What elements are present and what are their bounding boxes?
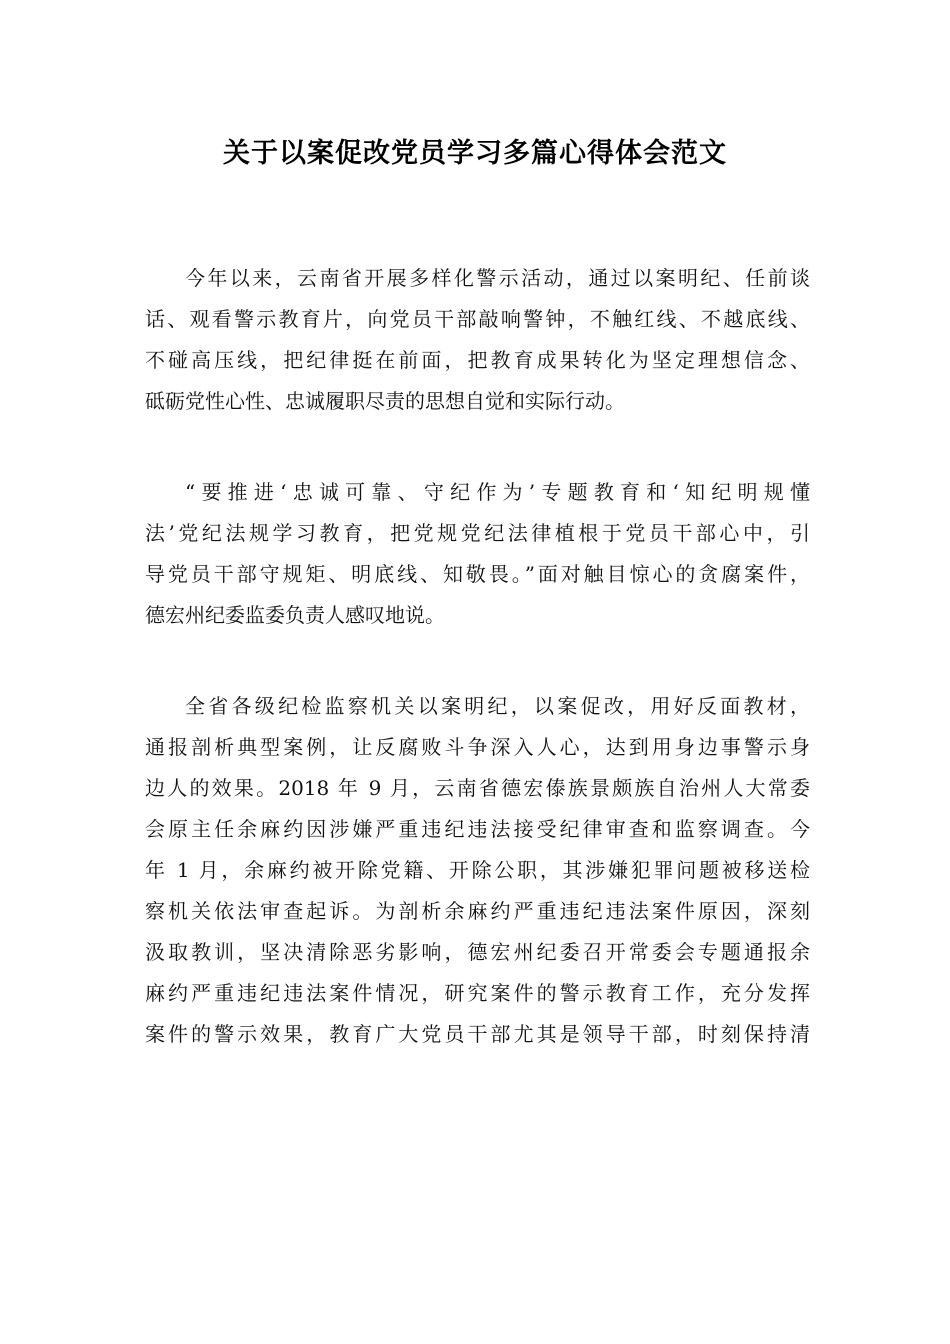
paragraph-line: “要推进‘忠诚可靠、守纪作为’专题教育和‘知纪明规懂 xyxy=(185,480,810,504)
paragraph-line: 案件的警示效果，教育广大党员干部尤其是领导干部，时刻保持清 xyxy=(145,1022,810,1046)
paragraph-2 xyxy=(145,472,810,636)
paragraph-line: 法’党纪法规学习教育，把党规党纪法律植根于党员干部心中，引 xyxy=(145,521,810,545)
paragraph-line: 话、观看警示教育片，向党员干部敲响警钟，不触红线、不越底线、 xyxy=(145,307,810,331)
paragraph-1 xyxy=(145,258,810,422)
paragraph-line: 今年以来，云南省开展多样化警示活动，通过以案明纪、任前谈 xyxy=(185,266,810,290)
paragraph-line: 麻约严重违纪违法案件情况，研究案件的警示教育工作，充分发挥 xyxy=(145,981,810,1005)
paragraph-3 xyxy=(145,686,810,1055)
paragraph-line: 察机关依法审查起诉。为剖析余麻约严重违纪违法案件原因，深刻 xyxy=(145,899,810,923)
paragraph-line: 边人的效果。2018 年 9 月，云南省德宏傣族景颇族自治州人大常委 xyxy=(145,776,810,800)
paragraph-line: 砥砺党性心性、忠诚履职尽责的思想自觉和实际行动。 xyxy=(145,389,625,413)
paragraph-line: 通报剖析典型案例，让反腐败斗争深入人心，达到用身边事警示身 xyxy=(145,735,810,759)
paragraph-line: 德宏州纪委监委负责人感叹地说。 xyxy=(145,603,445,627)
document-title: 关于以案促改党员学习多篇心得体会范文 xyxy=(223,138,727,169)
paragraph-line: 全省各级纪检监察机关以案明纪，以案促改，用好反面教材， xyxy=(185,694,810,718)
paragraph-line: 会原主任余麻约因涉嫌严重违纪违法接受纪律审查和监察调查。今 xyxy=(145,817,810,841)
paragraph-line: 不碰高压线，把纪律挺在前面，把教育成果转化为坚定理想信念、 xyxy=(145,348,810,372)
paragraph-line: 导党员干部守规矩、明底线、知敬畏。”面对触目惊心的贪腐案件， xyxy=(145,562,810,586)
paragraph-line: 年 1 月，余麻约被开除党籍、开除公职，其涉嫌犯罪问题被移送检 xyxy=(145,858,810,882)
paragraph-line: 汲取教训，坚决清除恶劣影响，德宏州纪委召开常委会专题通报余 xyxy=(145,940,810,964)
